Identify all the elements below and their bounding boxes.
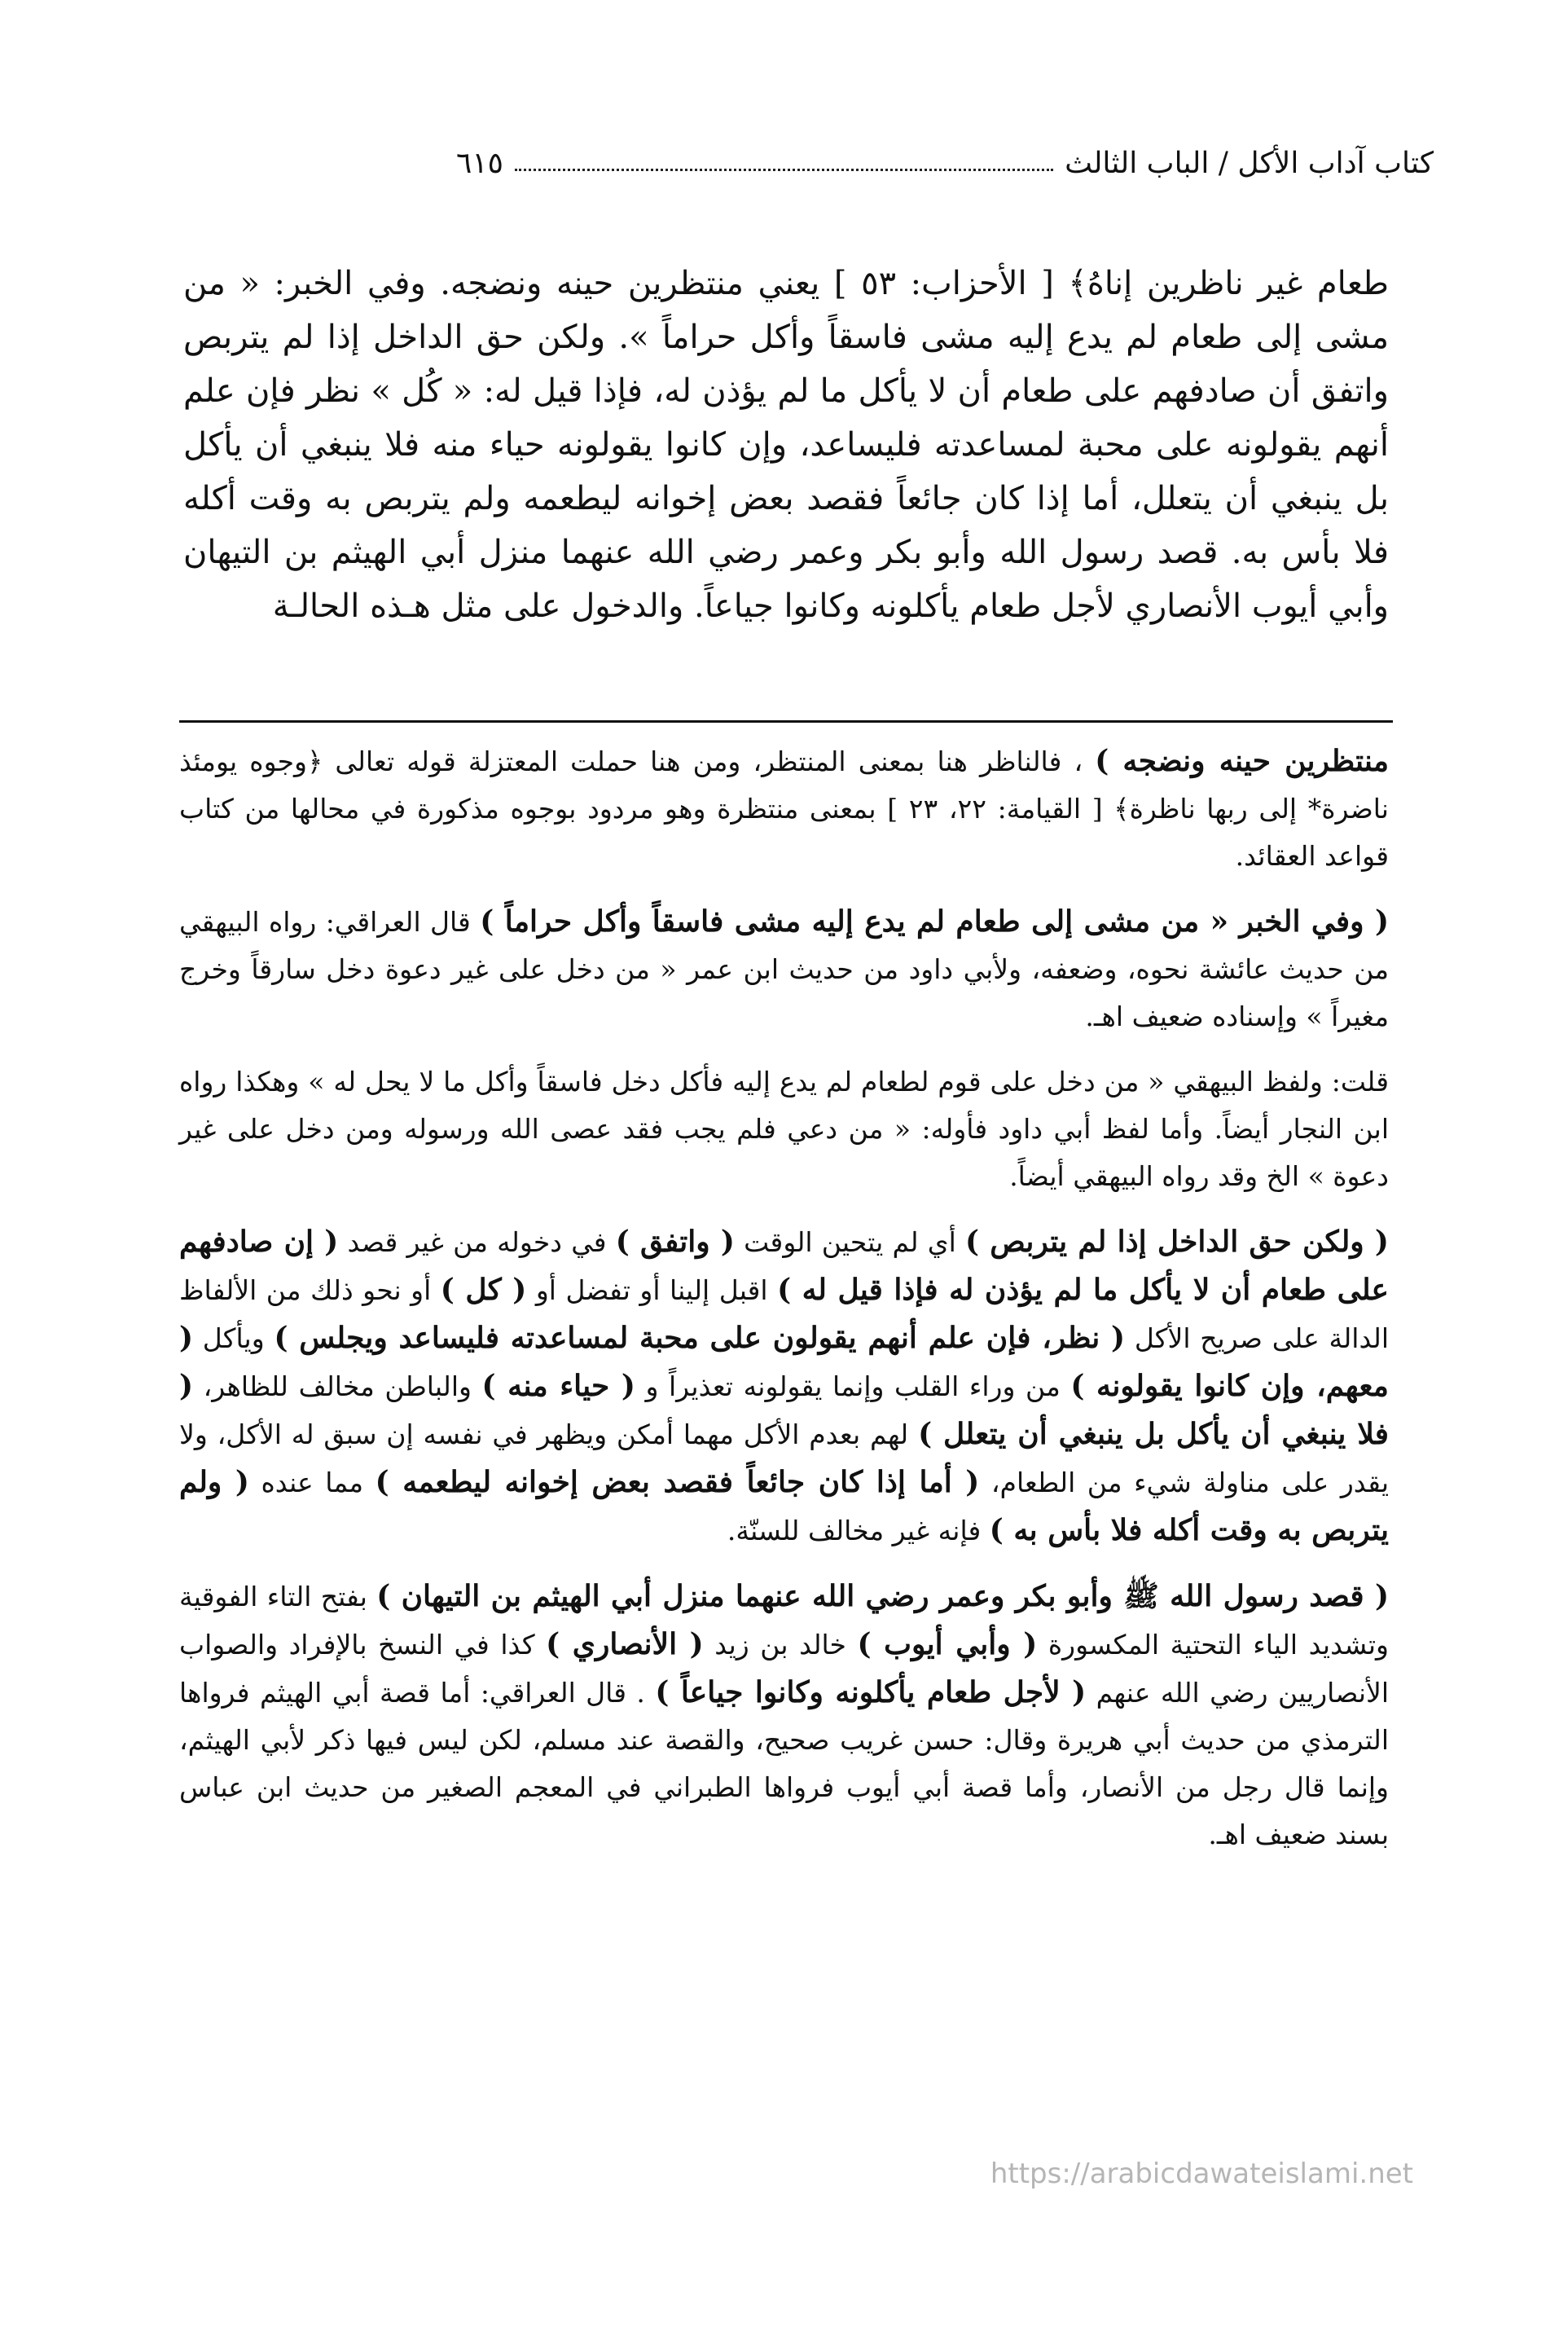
commentary-paragraph-3	[179, 1058, 1389, 1200]
quoted-phrase: ( وفي الخبر « من مشى إلى طعام لم يدع إليه مشى فاسقاً وأكل حراماً )	[480, 904, 1389, 939]
quoted-phrase: ( قصد رسول الله ﷺ وأبو بكر وعمر رضي الله عنهما منزل أبي الهيثم بن التيهان )	[376, 1579, 1389, 1613]
running-header	[456, 134, 1434, 191]
watermark-url: https://arabicdawateislami.net	[990, 2158, 1413, 2190]
quoted-phrase: ( حياء منه )	[481, 1369, 635, 1403]
quoted-phrase: ( ولكن حق الداخل إذا لم يتربص )	[964, 1225, 1389, 1259]
commentary-text: فإنه غير مخالف للسنّة.	[727, 1515, 982, 1546]
quoted-phrase: ( فلا ينبغي أن يأكل بل ينبغي أن يتعلل )	[179, 1369, 1390, 1451]
commentary-text: . قال العراقي: أما قصة أبي الهيثم فرواها الترمذي من حديث أبي هريرة وقال: حسن غريب صحيح، والقصة عند مسلم، لكن ليس فيها ذكر لأبي الهيثم، وإنما قال رجل من الأنصار، وأما قصة أبي أيوب فرواها الطبراني في المعجم الصغير من حديث ابن عباس بسند ضعيف اهـ.	[179, 1677, 1389, 1850]
page-number: ٦١٥	[456, 146, 504, 180]
commentary-text: قال العراقي: رواه البيهقي من حديث عائشة نحوه، وضعفه، ولأبي داود من حديث ابن عمر « من دخل على غير دعوة دخل سارقاً وخرج مغيراً » وإسناده ضعيف اهـ.	[179, 906, 1389, 1032]
commentary-text: ويأكل	[202, 1322, 265, 1354]
commentary-paragraph-1	[179, 737, 1389, 880]
quoted-phrase: ( واتفق )	[615, 1225, 735, 1259]
quoted-phrase: ( لأجل طعام يأكلونه وكانوا جياعاً )	[655, 1675, 1087, 1709]
quoted-phrase: منتظرين حينه ونضجه )	[1095, 744, 1389, 778]
quoted-phrase: ( الأنصاري )	[546, 1627, 704, 1661]
quoted-phrase: ( وأبي أيوب )	[857, 1627, 1038, 1661]
commentary-text: كذا في النسخ بالإفراد والصواب الأنصاريين رضي الله عنهم	[179, 1629, 1390, 1709]
commentary-text: أو نحو ذلك من الألفاظ الدالة على صريح الأكل	[179, 1274, 1390, 1354]
quoted-phrase: ( ولم يتربص به وقت أكله فلا بأس به )	[179, 1465, 1389, 1547]
commentary-text: بفتح التاء الفوقية وتشديد الياء التحتية المكسورة	[179, 1581, 1389, 1661]
commentary	[179, 737, 1389, 2220]
commentary-text: ، فالناظر هنا بمعنى المنتظر، ومن هنا حملت المعتزلة قوله تعالى ﴿وجوه يومئذ ناضرة* إلى ربها ناظرة﴾ [ القيامة: ٢٢، ٢٣ ] بمعنى منتظرة وهو مردود بوجوه مذكورة في محالها من كتاب قواعد العقائد.	[179, 746, 1389, 872]
header-dot-leader	[515, 169, 1053, 171]
main-text: طعام غير ناظرين إناهُ﴾ [ الأحزاب: ٥٣ ] يعني منتظرين حينه ونضجه. وفي الخبر: « من مشى إلى طعام لم يدع إليه مشى فاسقاً وأكل حراماً ». ولكن حق الداخل إذا لم يتربص واتفق أن صادفهم على طعام أن لا يأكل ما لم يؤذن له، فإذا قيل له: « كُل » نظر فإن علم أنهم يقولونه على محبة لمساعدته فليساعد، وإن كانوا يقولونه حياء منه فلا ينبغي أن يأكل بل ينبغي أن يتعلل، أما إذا كان جائعاً فقصد بعض إخوانه ليطعمه ولم يتربص به وقت أكله فلا بأس به. قصد رسول الله وأبو بكر وعمر رضي الله عنهما منزل أبي الهيثم بن التيهان وأبي أيوب الأنصاري لأجل طعام يأكلونه وكانوا جياعاً. والدخول على مثل هـذه الحالـة	[183, 265, 1389, 625]
commentary-text: لهم بعدم الأكل مهما أمكن ويظهر في نفسه إن سبق له الأكل، ولا يقدر على مناولة شيء من الطعام،	[179, 1419, 1390, 1498]
commentary-text: من وراء القلب وإنما يقولونه تعذيراً و	[645, 1370, 1061, 1402]
separator-rule	[179, 720, 1393, 723]
commentary-text: أي لم يتحين الوقت	[744, 1226, 956, 1258]
commentary-paragraph-5	[179, 1573, 1389, 1859]
commentary-text: مما عنده	[261, 1467, 364, 1498]
header-title: كتاب آداب الأكل / الباب الثالث	[1065, 146, 1434, 180]
commentary-paragraph-4	[179, 1218, 1389, 1555]
quoted-phrase: ( كل )	[440, 1273, 527, 1307]
commentary-text: اقبل إلينا أو تفضل أو	[535, 1274, 768, 1306]
commentary-text: في دخوله من غير قصد	[347, 1226, 607, 1258]
quoted-phrase: ( معهم، وإن كانوا يقولونه )	[179, 1321, 1389, 1403]
quoted-phrase: ( أما إذا كان جائعاً فقصد بعض إخوانه ليطعمه )	[375, 1465, 980, 1499]
commentary-text: خالد بن زيد	[714, 1629, 846, 1661]
commentary-text: والباطن مخالف للظاهر،	[203, 1370, 472, 1402]
commentary-text: قلت: ولفظ البيهقي « من دخل على قوم لطعام لم يدع إليه فأكل دخل فاسقاً وأكل ما لا يحل له » وهكذا رواه ابن النجار أيضاً. وأما لفظ أبي داود فأوله: « من دعي فلم يجب فقد عصى الله ورسوله ومن دخل على غير دعوة » الخ وقد رواه البيهقي أيضاً.	[179, 1066, 1389, 1192]
commentary-paragraph-2	[179, 898, 1389, 1040]
quoted-phrase: ( نظر، فإن علم أنهم يقولون على محبة لمساعدته فليساعد ويجلس )	[274, 1321, 1126, 1355]
quoted-phrase: ( إن صادفهم على طعام أن لا يأكل ما لم يؤذن له فإذا قيل له )	[179, 1225, 1389, 1307]
